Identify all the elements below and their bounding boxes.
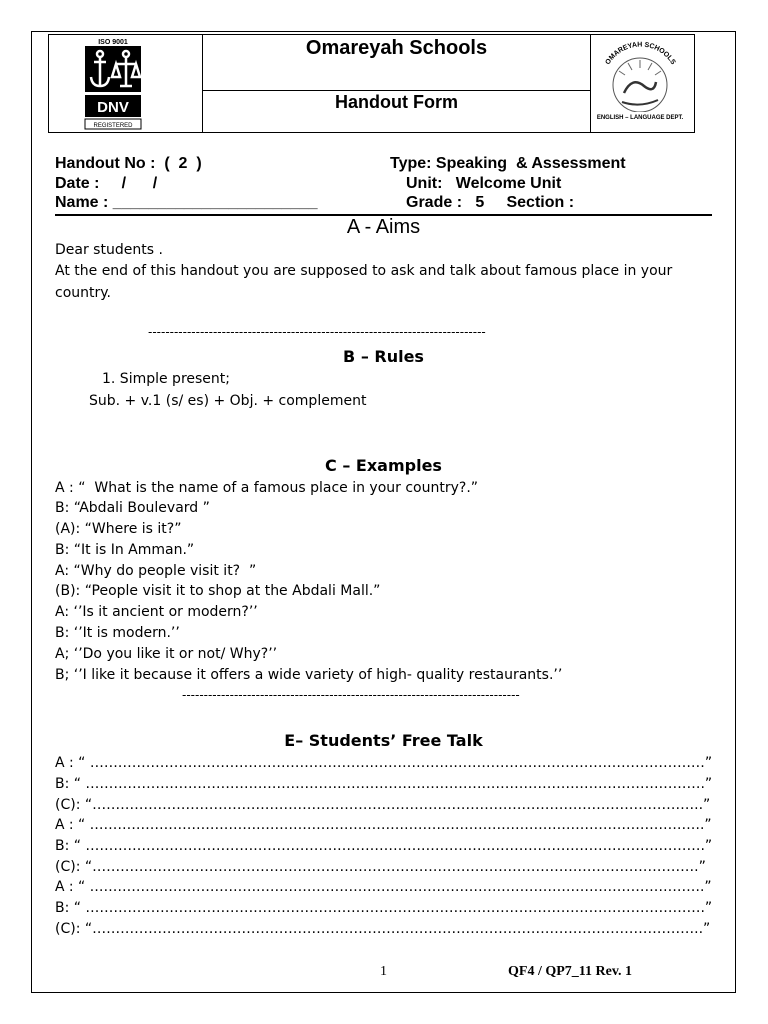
example-line: B: ‘’It is modern.’’	[55, 625, 180, 641]
unit-field: Unit: Welcome Unit	[406, 175, 562, 192]
free-talk-heading: E– Students’ Free Talk	[284, 731, 483, 750]
free-talk-line: B: “ …………………………………………………………………………………………………………………….”	[55, 900, 713, 916]
header-divider	[202, 90, 591, 91]
aims-line: At the end of this handout you are supposed to ask and talk about famous place in your	[55, 263, 673, 279]
separator: ------------------------------------------------------------------------------	[182, 688, 520, 702]
logo-top-text: OMAREYAH SCHOOLS	[604, 41, 677, 67]
handout-type: Type: Speaking & Assessment	[390, 155, 626, 172]
svg-text:OMAREYAH SCHOOLS	[605, 41, 677, 66]
aims-heading: A - Aims	[346, 216, 421, 238]
aims-line: country.	[55, 285, 111, 301]
certification-cell	[49, 35, 203, 132]
handout-number: Handout No : ( 2 )	[55, 155, 202, 172]
separator: ------------------------------------------------------------------------------	[148, 325, 486, 339]
free-talk-line: A : “ ……………………………………………………………………………………………………………………”	[55, 755, 713, 771]
rules-heading: B – Rules	[343, 347, 424, 366]
rules-line: Sub. + v.1 (s/ es) + Obj. + complement	[89, 393, 367, 409]
name-field: Name : _______________________	[55, 194, 318, 211]
example-line: A: “Why do people visit it? ”	[55, 563, 257, 579]
school-logo	[594, 38, 687, 128]
free-talk-line: B: “ …………………………………………………………………………………………………………………….”	[55, 838, 713, 854]
header-table	[48, 34, 695, 133]
example-line: A; ‘’Do you like it or not/ Why?’’	[55, 646, 278, 662]
examples-heading: C – Examples	[325, 456, 442, 475]
rules-line: 1. Simple present;	[102, 371, 230, 387]
free-talk-line: B: “ …………………………………………………………………………………………………………………….”	[55, 776, 713, 792]
grade-section-field: Grade : 5 Section :	[406, 194, 575, 211]
form-title: Handout Form	[335, 92, 458, 112]
example-line: B: “It is In Amman.”	[55, 542, 195, 558]
free-talk-line: A : “ …………………………………………………………………………………………………………………….”	[55, 817, 712, 833]
example-line: (A): “Where is it?”	[55, 521, 182, 537]
form-code: QF4 / QP7_11 Rev. 1	[508, 964, 633, 979]
example-line: (B): “People visit it to shop at the Abdali Mall.”	[55, 583, 381, 599]
free-talk-line: A : “ …………………………………………………………………………………………………………………….”	[55, 879, 712, 895]
logo-bottom-text: ENGLISH – LANGUAGE DEPT.	[596, 115, 684, 121]
example-line: B; ‘’I like it because it offers a wide variety of high- quality restaurants.’’	[55, 667, 563, 683]
example-line: B: “Abdali Boulevard ”	[55, 500, 210, 516]
iso-dnv-logo	[82, 37, 144, 131]
free-talk-line: (C): “…………………………………………………………………………………………………………………..”	[55, 797, 711, 813]
aims-line: Dear students .	[55, 242, 163, 258]
free-talk-line: (C): “………………………………………………………………………………………………………………….”	[55, 859, 706, 875]
school-logo-cell	[590, 35, 694, 132]
example-line: A: ‘’Is it ancient or modern?’’	[55, 604, 258, 620]
example-line: A : “ What is the name of a famous place in your country?.”	[55, 480, 479, 496]
iso-label: ISO 9001	[98, 39, 128, 46]
registered-label: REGISTERED	[93, 123, 133, 129]
date-field: Date : / /	[55, 175, 158, 192]
page-number: 1	[380, 964, 387, 979]
school-name: Omareyah Schools	[305, 37, 488, 59]
free-talk-line: (C): “…………………………………………………………………………………………………………………..”	[55, 921, 711, 937]
dnv-label: DNV	[97, 99, 129, 116]
